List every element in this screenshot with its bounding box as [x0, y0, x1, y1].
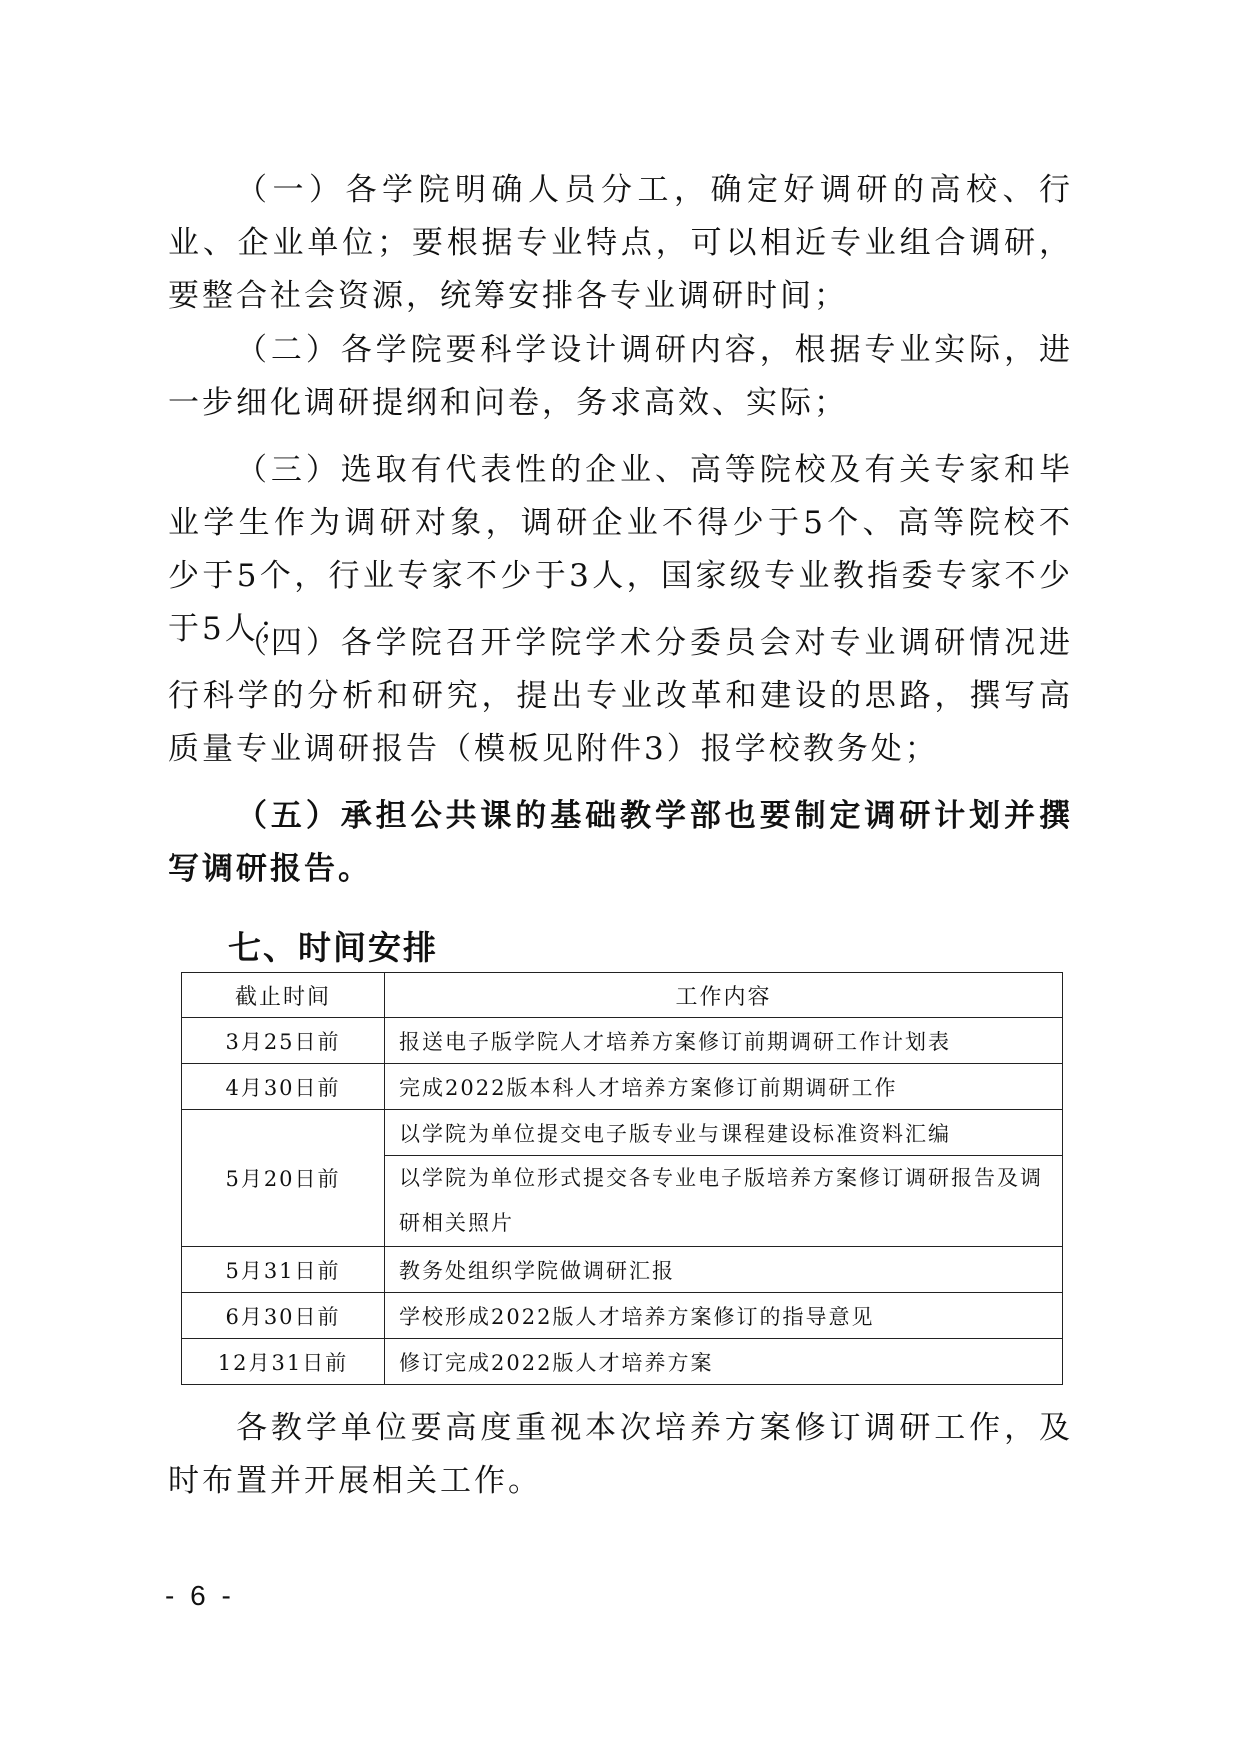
paragraph-4: （四）各学院召开学院学术分委员会对专业调研情况进行科学的分析和研究，提出专业改革和建设的思路，撰写高质量专业调研报告（模板见附件3）报学校教务处； [168, 625, 1073, 767]
table-row [182, 1064, 1063, 1110]
paragraph-5-bold: （五）承担公共课的基础教学部也要制定调研计划并撰写调研报告。 [168, 798, 1073, 887]
page-number: - 6 - [165, 1580, 235, 1611]
content-cell: 完成2022版本科人才培养方案修订前期调研工作 [385, 1064, 1063, 1110]
content-cell: 以学院为单位提交电子版专业与课程建设标准资料汇编 [385, 1110, 1063, 1156]
table-row [182, 1110, 1063, 1156]
content-cell: 以学院为单位形式提交各专业电子版培养方案修订调研报告及调研相关照片 [385, 1156, 1063, 1247]
deadline-cell: 12月31日前 [182, 1339, 385, 1385]
deadline-cell: 4月30日前 [182, 1064, 385, 1110]
paragraph-3: （三）选取有代表性的企业、高等院校及有关专家和毕业学生作为调研对象，调研企业不得少于5个、高等院校不少于5个，行业专家不少于3人，国家级专业教指委专家不少于5人； [168, 452, 1073, 647]
paragraph-1: （一）各学院明确人员分工，确定好调研的高校、行业、企业单位；要根据专业特点，可以相近专业组合调研，要整合社会资源，统筹安排各专业调研时间； [168, 172, 1073, 314]
paragraph-2: （二）各学院要科学设计调研内容，根据专业实际，进一步细化调研提纲和问卷，务求高效、实际； [168, 332, 1073, 421]
content-cell: 修订完成2022版人才培养方案 [385, 1339, 1063, 1385]
table-row [182, 1247, 1063, 1293]
deadline-cell: 6月30日前 [182, 1293, 385, 1339]
content-cell: 学校形成2022版人才培养方案修订的指导意见 [385, 1293, 1063, 1339]
table-row [182, 1018, 1063, 1064]
header-deadline: 截止时间 [182, 973, 385, 1018]
section-heading: 七、时间安排 [228, 928, 438, 967]
table-header-row [182, 973, 1063, 1018]
content-cell: 报送电子版学院人才培养方案修订前期调研工作计划表 [385, 1018, 1063, 1064]
header-work-content: 工作内容 [385, 973, 1063, 1018]
deadline-cell: 5月31日前 [182, 1247, 385, 1293]
table-row [182, 1293, 1063, 1339]
schedule-table [181, 972, 1063, 1385]
deadline-cell: 5月20日前 [182, 1110, 385, 1247]
content-cell: 教务处组织学院做调研汇报 [385, 1247, 1063, 1293]
deadline-cell: 3月25日前 [182, 1018, 385, 1064]
closing-paragraph: 各教学单位要高度重视本次培养方案修订调研工作，及时布置并开展相关工作。 [168, 1410, 1073, 1499]
table-row [182, 1339, 1063, 1385]
